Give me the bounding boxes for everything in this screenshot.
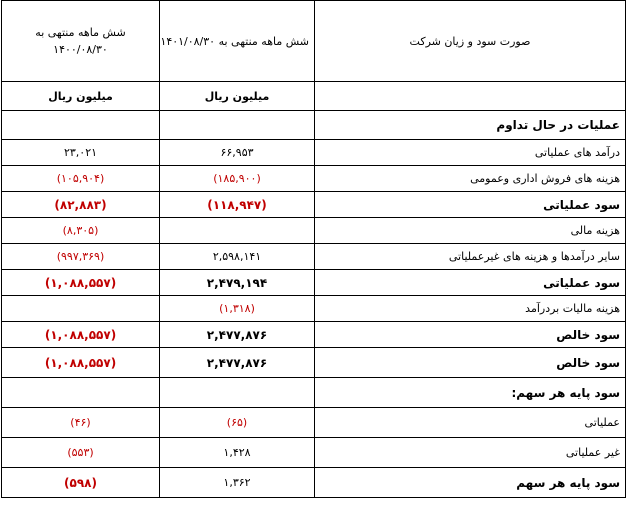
current-period-header: شش ماهه منتهی به ۱۴۰۱/۰۸/۳۰ <box>160 1 315 82</box>
row-label: عملیاتی <box>315 408 626 438</box>
row-label: هزینه های فروش اداری وعمومی <box>315 166 626 192</box>
current-value: ۱,۳۶۲ <box>160 468 315 498</box>
row-label: سود عملیاتی <box>315 270 626 296</box>
table-row <box>2 192 626 218</box>
header-row <box>2 1 626 82</box>
current-value: (۱۸۵,۹۰۰) <box>160 166 315 192</box>
table-row <box>2 270 626 296</box>
previous-value: (۸,۳۰۵) <box>2 218 160 244</box>
previous-value: (۴۶) <box>2 408 160 438</box>
current-value <box>160 378 315 408</box>
current-value: ۲,۵۹۸,۱۴۱ <box>160 244 315 270</box>
row-label: سود پایه هر سهم <box>315 468 626 498</box>
statement-title: صورت سود و زیان شرکت <box>315 1 626 82</box>
row-label: سود عملیاتی <box>315 192 626 218</box>
previous-value: (۹۹۷,۳۶۹) <box>2 244 160 270</box>
previous-value: (۱,۰۸۸,۵۵۷) <box>2 322 160 348</box>
current-value <box>160 218 315 244</box>
unit-current: میلیون ریال <box>160 82 315 111</box>
row-label: سایر درآمدها و هزینه های غیرعملیاتی <box>315 244 626 270</box>
table-row <box>2 438 626 468</box>
previous-value: (۵۹۸) <box>2 468 160 498</box>
previous-value: (۱,۰۸۸,۵۵۷) <box>2 270 160 296</box>
row-label: عملیات در حال تداوم <box>315 111 626 140</box>
row-label: هزینه مالی <box>315 218 626 244</box>
unit-row <box>2 82 626 111</box>
previous-period-header <box>2 1 160 82</box>
table-row <box>2 378 626 408</box>
table-row <box>2 166 626 192</box>
previous-value: (۱۰۵,۹۰۴) <box>2 166 160 192</box>
current-value: ۲,۴۷۹,۱۹۴ <box>160 270 315 296</box>
row-label: سود پایه هر سهم: <box>315 378 626 408</box>
row-label: سود خالص <box>315 348 626 378</box>
table-row <box>2 408 626 438</box>
current-value: ۲,۴۷۷,۸۷۶ <box>160 322 315 348</box>
current-value <box>160 111 315 140</box>
previous-value: (۵۵۳) <box>2 438 160 468</box>
row-label: درآمد های عملیاتی <box>315 140 626 166</box>
unit-previous: میلیون ریال <box>2 82 160 111</box>
previous-period-line2: ۱۴۰۰/۰۸/۳۰ <box>53 43 108 56</box>
current-value: (۱۱۸,۹۴۷) <box>160 192 315 218</box>
table-row <box>2 468 626 498</box>
current-value: (۶۵) <box>160 408 315 438</box>
row-label: هزینه مالیات بردرآمد <box>315 296 626 322</box>
table-row <box>2 140 626 166</box>
table-row <box>2 322 626 348</box>
current-value: ۲,۴۷۷,۸۷۶ <box>160 348 315 378</box>
table-row <box>2 348 626 378</box>
table-row <box>2 111 626 140</box>
current-value: (۱,۳۱۸) <box>160 296 315 322</box>
table-row <box>2 218 626 244</box>
table-row <box>2 296 626 322</box>
unit-row-empty <box>315 82 626 111</box>
previous-value: (۸۲,۸۸۳) <box>2 192 160 218</box>
previous-period-line1: شش ماهه منتهی به <box>35 26 126 39</box>
previous-value <box>2 378 160 408</box>
current-value: ۱,۴۲۸ <box>160 438 315 468</box>
previous-value: ۲۳,۰۲۱ <box>2 140 160 166</box>
row-label: غیر عملیاتی <box>315 438 626 468</box>
previous-value <box>2 296 160 322</box>
income-statement-table <box>1 0 626 498</box>
current-value: ۶۶,۹۵۳ <box>160 140 315 166</box>
previous-value: (۱,۰۸۸,۵۵۷) <box>2 348 160 378</box>
row-label: سود خالص <box>315 322 626 348</box>
table-row <box>2 244 626 270</box>
previous-value <box>2 111 160 140</box>
